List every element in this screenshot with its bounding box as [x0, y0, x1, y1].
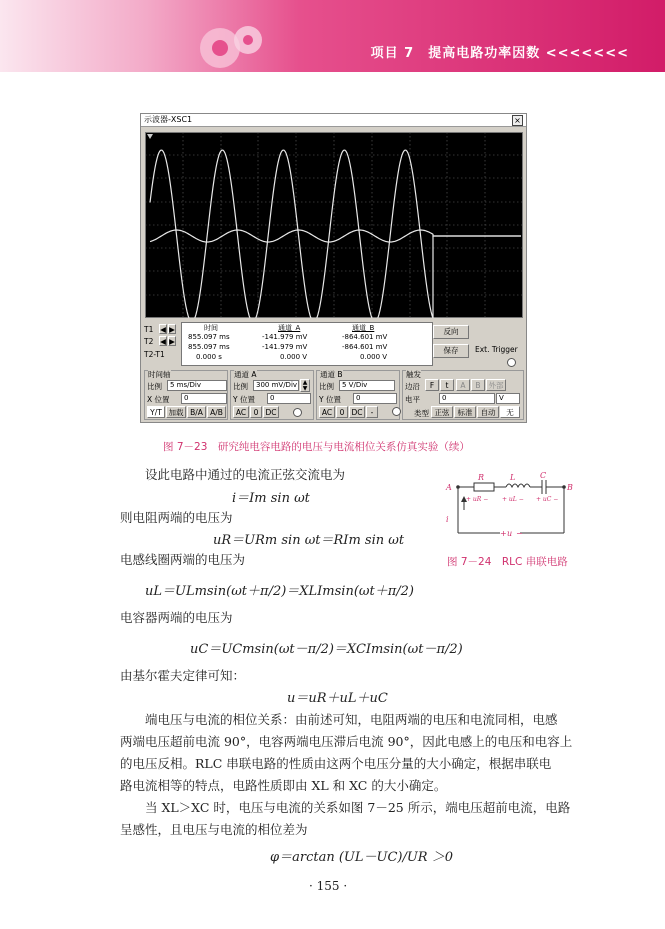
trigger-type-label: 类型 — [414, 409, 429, 418]
trigger-group — [402, 370, 524, 420]
channel-b-ac-button[interactable]: AC — [319, 406, 335, 418]
t1-channel-a: -141.979 mV — [262, 333, 308, 341]
reverse-button[interactable]: 反向 — [433, 325, 469, 339]
channel-a-group — [230, 370, 314, 420]
equation-4: uC＝UCmsin(ωt－π/2)＝XCImsin(ωt－π/2) — [190, 642, 463, 657]
equation-3: uL＝ULmsin(ωt＋π/2)＝XLImsin(ωt＋π/2) — [145, 584, 415, 599]
ab-mode-button[interactable]: A/B — [207, 406, 226, 418]
trigger-source-ext-button[interactable]: 外部 — [486, 379, 506, 391]
ext-trigger-label: Ext. Trigger — [475, 345, 518, 354]
channel-a-terminal[interactable] — [293, 408, 302, 417]
channel-a-trace — [150, 150, 521, 318]
trigger-source-b-button[interactable]: B — [471, 379, 485, 391]
rising-edge-button[interactable]: F — [425, 379, 439, 391]
channel-b-terminal[interactable] — [392, 407, 401, 416]
channel-a-ypos-label: Y 位置 — [233, 395, 255, 404]
t1-channel-b: -864.601 mV — [342, 333, 388, 341]
t1-time: 855.097 ms — [188, 333, 230, 341]
paragraph-1: 设此电路中通过的电流正弦交流电为 — [145, 467, 346, 482]
channel-a-zero-button[interactable]: 0 — [250, 406, 262, 418]
channel-a-scale-label: 比例 — [233, 382, 248, 391]
inductor-label: L — [510, 473, 516, 482]
auto-mode-button[interactable]: 自动 — [477, 406, 499, 418]
t2-t1-label: T2-T1 — [144, 350, 165, 359]
trigger-label: 触发 — [406, 370, 421, 379]
channel-b-ypos-field[interactable]: 0 — [353, 393, 397, 404]
normal-mode-button[interactable]: 标准 — [454, 406, 476, 418]
voltage-uc-label: + uC − — [536, 496, 559, 503]
readout-header-a: 通道_A — [278, 324, 301, 332]
level-label: 电平 — [405, 395, 420, 404]
header-banner — [0, 0, 665, 72]
add-mode-button[interactable]: 加载 — [166, 406, 186, 418]
paragraph-6-line-3: 的电压反相。RLC 串联电路的性质由这两个电压分量的大小确定，根据串联电 — [120, 756, 552, 771]
trigger-source-a-button[interactable]: A — [456, 379, 470, 391]
equation-5: u＝uR＋uL＋uC — [287, 691, 388, 706]
paragraph-2: 则电阻两端的电压为 — [120, 510, 233, 525]
gear-icon — [190, 18, 270, 72]
channel-b-dc-button[interactable]: DC — [349, 406, 365, 418]
falling-edge-button[interactable]: t — [440, 379, 454, 391]
page-number: · 155 · — [309, 879, 348, 893]
source-plus-sign: + — [500, 529, 507, 538]
t2-time: 855.097 ms — [188, 343, 230, 351]
t1-right-button[interactable]: ▶ — [169, 325, 175, 334]
channel-a-label: 通道 A — [234, 370, 257, 379]
channel-b-label: 通道 B — [320, 370, 343, 379]
node-a-label: A — [446, 483, 452, 492]
voltage-ul-label: + uL − — [502, 496, 524, 503]
equation-2: uR＝URm sin ωt＝RIm sin ωt — [213, 533, 405, 548]
channel-a-scale-field[interactable]: 300 mV/Div — [253, 380, 299, 391]
sine-mode-button[interactable]: 正弦 — [431, 406, 453, 418]
resistor-label: R — [478, 473, 485, 482]
paragraph-6-line-1: 端电压与电流的相位关系：由前述可知，电阻两端的电压和电流同相，电感 — [145, 712, 558, 727]
delta-channel-a: 0.000 V — [280, 353, 308, 361]
trigger-level-field[interactable]: 0 — [439, 393, 495, 404]
t1-label: T1 — [144, 325, 154, 334]
paragraph-6-line-4: 路电流相等的特点，电路性质即由 XL 和 XC 的大小确定。 — [120, 778, 447, 793]
chapter-title: 项目 7 提高电路功率因数 <<<<<<< — [370, 46, 629, 61]
resistor-symbol — [474, 483, 494, 491]
paragraph-4: 电容器两端的电压为 — [120, 610, 233, 625]
scope-screen — [145, 132, 523, 318]
channel-a-ac-button[interactable]: AC — [233, 406, 249, 418]
inductor-symbol — [506, 484, 530, 487]
channel-b-scale-field[interactable]: 5 V/Div — [339, 380, 395, 391]
current-i-label: i — [446, 515, 449, 524]
timebase-label: 时间轴 — [148, 370, 171, 379]
trigger-level-unit[interactable]: V — [496, 393, 520, 404]
channel-a-dc-button[interactable]: DC — [263, 406, 279, 418]
channel-b-scale-label: 比例 — [319, 382, 334, 391]
ext-trigger-terminal[interactable] — [507, 358, 516, 367]
paragraph-7-line-1: 当 XL＞XC 时，电压与电流的关系如图 7－25 所示，端电压超前电流，电路 — [145, 800, 571, 815]
x-position-label: X 位置 — [147, 395, 170, 404]
equation-1: i＝Im sin ωt — [232, 491, 310, 506]
figure-24-caption: 图 7－24 RLC 串联电路 — [447, 556, 568, 568]
waveform-display — [145, 132, 523, 318]
channel-b-ypos-label: Y 位置 — [319, 395, 341, 404]
x-position-field[interactable]: 0 — [181, 393, 227, 404]
trigger-marker[interactable] — [147, 134, 153, 139]
channel-b-trace — [150, 230, 521, 242]
window-title: 示波器-XSC1 — [141, 114, 526, 127]
delta-time: 0.000 s — [196, 353, 222, 361]
paragraph-3: 电感线圈两端的电压为 — [120, 552, 246, 567]
capacitor-label: C — [540, 471, 547, 480]
timebase-scale-label: 比例 — [147, 382, 162, 391]
source-u-label: u — [507, 529, 513, 538]
t2-label: T2 — [144, 337, 154, 346]
rlc-circuit-diagram — [440, 470, 575, 545]
save-button[interactable]: 保存 — [433, 344, 469, 358]
none-mode-button[interactable]: 无 — [500, 406, 520, 418]
delta-channel-b: 0.000 V — [360, 353, 388, 361]
source-minus-sign: − — [516, 529, 523, 538]
edge-label: 边沿 — [405, 382, 420, 391]
yt-mode-button[interactable]: Y/T — [147, 406, 165, 418]
paragraph-6-line-2: 两端电压超前电流 90°，电容两端电压滞后电流 90°，因此电感上的电压和电容上 — [120, 734, 573, 749]
readout-header-time: 时间 — [204, 324, 218, 332]
t2-right-button[interactable]: ▶ — [169, 337, 175, 346]
ba-mode-button[interactable]: B/A — [187, 406, 206, 418]
channel-a-ypos-field[interactable]: 0 — [267, 393, 311, 404]
readout-header-b: 通道_B — [352, 324, 375, 332]
t2-channel-b: -864.601 mV — [342, 343, 388, 351]
t2-channel-a: -141.979 mV — [262, 343, 308, 351]
equation-6: φ＝arctan (UL－UC)/UR ＞0 — [270, 850, 453, 865]
channel-b-group — [316, 370, 400, 420]
oscilloscope-window — [140, 113, 527, 423]
channel-b-zero-button[interactable]: 0 — [336, 406, 348, 418]
channel-a-scale-spinner[interactable]: ▲ ▼ — [300, 379, 310, 392]
timebase-group — [144, 370, 228, 420]
node-b-label: B — [567, 483, 573, 492]
t1-left-button[interactable]: ◀ — [160, 325, 166, 334]
paragraph-7-line-2: 呈感性，且电压与电流的相位差为 — [120, 822, 308, 837]
figure-23-caption: 图 7－23 研究纯电容电路的电压与电流相位关系仿真实验（续） — [163, 441, 470, 453]
paragraph-5: 由基尔霍夫定律可知： — [120, 668, 246, 683]
t2-left-button[interactable]: ◀ — [160, 337, 166, 346]
cursor-readout — [181, 322, 433, 366]
voltage-ur-label: + uR − — [466, 496, 489, 503]
timebase-scale-field[interactable]: 5 ms/Div — [167, 380, 227, 391]
close-button[interactable]: × — [512, 115, 523, 126]
channel-b-minus-button[interactable]: - — [366, 406, 378, 418]
